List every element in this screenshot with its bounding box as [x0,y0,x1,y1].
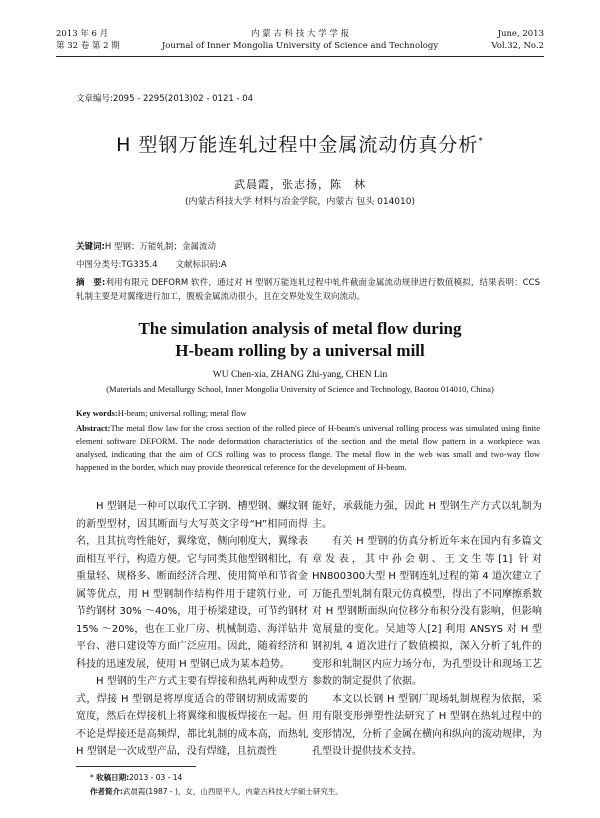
volume-issue-en: Vol.32, No.2 [491,41,544,51]
volume-issue-zh: 第 32 卷 第 2 期 [56,41,120,51]
body-column-right [312,498,542,761]
keywords-en [76,408,540,418]
paper-title-zh [40,130,560,157]
title-footnote-mark: * [478,136,484,147]
abstract-zh-label: 摘 要: [76,278,106,288]
received-label: 收稿日期: [96,773,130,782]
body-paragraph: H 型钢的生产方式主要有焊接和热轧两种成型方式，焊接 H 型钢是将厚度适合的带钢切割成需要的宽度，然后在焊接机上将翼缘和腹板焊接在一起。但不论是焊接还是高频焊，都比轧制的成本高，而热轧 H 型钢是一次成型产品，没有焊缝，且抗震性 [76,676,308,757]
abstract-zh-text: 利用有限元 DEFORM 软件，通过对 H 型钢万能连轧过程中轧件截面金属流动规律进行数值模拟，结果表明：CCS 轧制主要是对翼缘进行加工，腹板金属流动很小，且在交界处发生双向流动。 [76,278,540,302]
body-paragraph: H 型钢是一种可以取代工字钢、槽型钢、螺纹钢的新型型材，因其断面与大写英文字母“H”相同而得名，且其抗弯性能好，翼缘宽，侧向刚度大，翼缘表面相互平行，构造方便。它与同类其他型钢相比，有重量轻、规格多、断面经济合理、使用简单和节省金属等优点，用 H 型钢制作结构件用于建筑行业，可节约钢材 30% ～40%，用于桥梁建设，可节约钢材15% ～20%，也在工业厂房、机械制造、海洋钻井平台、港口建设等方面广泛应用。因此，随着经济和科技的迅速发展，使用 H 型钢已成为某本趋势。 [76,501,308,670]
paper-title-en-line1: The simulation analysis of metal flow during [138,319,462,338]
article-number: 文章编号:2095 - 2295(2013)02 - 0121 - 04 [76,94,254,104]
keywords-zh-text: H 型钢；万能轧制；金属流动 [104,242,217,252]
author-bio-label: 作者简介: [90,787,123,796]
body-paragraph: 本文以长钢 H 型钢厂现场轧制规程为依据，采用有限变形弹塑性法研究了 H 型钢在热轧过程中的变形情况，分析了金属在横向和纵向的流动规律，为孔型设计提供技术支持。 [312,693,542,757]
keywords-zh [76,240,540,254]
journal-title-zh: 内 蒙 古 科 技 大 学 学 报 [250,29,350,39]
footnote-received: * 收稿日期:2013 - 03 - 14 [90,773,183,782]
footnote-divider [76,766,196,767]
received-date: 2013 - 03 - 14 [129,773,183,782]
paper-title-zh-text: H 型钢万能连轧过程中金属流动仿真分析 [116,134,479,156]
body-paragraph: 能好，承载能力强，因此 H 型钢生产方式以轧制为主。 [312,501,542,530]
author-bio-text: 武晨霞(1987 - )，女，山西原平人，内蒙古科技大学硕士研究生。 [123,787,343,796]
footnote-author [90,786,343,797]
abstract-en-label: Abstract: [76,423,111,433]
keywords-en-label: Key words: [76,408,118,418]
journal-title-en: Journal of Inner Mongolia University of Science and Technology [161,41,439,51]
affiliation-zh: (内蒙古科技大学 材料与冶金学院，内蒙古 包头 014010) [185,197,415,207]
issue-date-en: June, 2013 [497,29,544,39]
classification-zh [76,258,227,270]
authors-zh: 武晨霞，张志扬，陈 林 [234,178,366,191]
authors-en: WU Chen-xia, ZHANG Zhi-yang, CHEN Lin [212,370,388,380]
journal-title-block [56,28,544,52]
journal-header [56,26,544,57]
clc-number: 中图分类号:TG335.4 [76,260,158,270]
abstract-zh [76,276,540,304]
keywords-zh-label: 关键词: [76,242,105,252]
issue-date: 2013 年 6 月 [56,29,109,39]
affiliation-en: (Materials and Metallurgy School, Inner Mongolia University of Science and Technology, Baotou 014010, China) [106,384,494,394]
body-paragraph: 有关 H 型钢的仿真分析近年来在国内有多篇文章发表，其中孙会朝、王文生等[1] 针对 HN800300大型 H 型钢连轧过程的第 4 道次建立了万能孔型轧制有限元仿真模型，得出了不同摩擦系数对 H 型钢断面纵向位移分布积分没有影响，但影响宽展量的变化。吴迪等人[2] 利用 ANSYS 对 H 型钢初轧 4 道次进行了数值模拟，深入分析了轧件的变形和轧制区内应力场分布，为孔型设计和现场工艺参数的制定提供了依据。 [312,536,542,687]
issue-info-en-block [491,28,544,52]
body-column-left [76,498,308,761]
abstract-en [76,422,540,474]
paper-title-en-line2: H-beam rolling by a universal mill [175,341,425,360]
abstract-en-text: The metal flow law for the cross section of the rolled piece of H-beam's universal rolling process was simulated using finite element software DEFORM. The node deformation characteristics of the section and the metal flow pattern in a workpiece was analysed, indicating that the aim of CCS rolling was to process flange. The metal flow in the web was small and two-way flow happened in the border, which may provide theoretical reference for the development of H-beam. [76,423,540,472]
paper-title-en [60,318,540,362]
keywords-en-text: H-beam; universal rolling; metal flow [117,408,247,418]
document-code: 文献标识码:A [175,260,227,270]
